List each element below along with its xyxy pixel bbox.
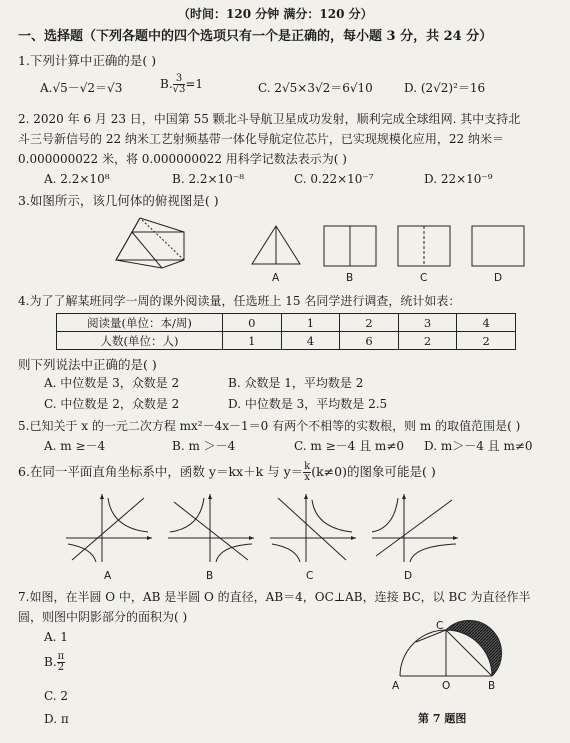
q7-caption: 第 7 题图 xyxy=(418,712,467,725)
q2-option-a: A. 2.2×10⁸ xyxy=(44,172,110,186)
q6-graph-d xyxy=(368,490,462,566)
q6-stem-suffix: (k≠0)的图象可能是( ) xyxy=(311,464,436,479)
q7-point-b: B xyxy=(488,680,496,692)
table-cell: 人数(单位：人) xyxy=(57,332,223,350)
section-title: 一、选择题（下列各题中的四个选项只有一个是正确的，每小题 3 分，共 24 分） xyxy=(18,29,493,44)
q1-b-suffix: =1 xyxy=(185,77,204,91)
q6-label-c: C xyxy=(306,570,314,582)
table-row xyxy=(57,314,516,332)
table-row xyxy=(57,332,516,350)
table-cell: 4 xyxy=(457,314,516,332)
table-cell: 1 xyxy=(223,332,282,350)
q4-stem: 4.为了了解某班同学一周的课外阅读量，任选班上 15 名同学进行调查，统计如表： xyxy=(18,294,461,308)
q7-option-b-label: B. xyxy=(44,655,57,669)
q5-stem: 5.已知关于 x 的一元二次方程 mx²－4x－1＝0 有两个不相等的实数根，则 m 的取值范围是( ) xyxy=(18,419,521,433)
q7-line1: 7.如图，在半圆 O 中，AB 是半圆 O 的直径，AB＝4，OC⊥AB，连接 BC，以 BC 为直径作半 xyxy=(18,590,531,604)
q3-view-d xyxy=(470,224,526,268)
q7-point-a: A xyxy=(392,680,400,692)
table-cell: 2 xyxy=(340,314,399,332)
q2-line1: 2. 2020 年 6 月 23 日，中国第 55 颗北斗导航卫星成功发射，顺利完成全球组网. 其中支持北 xyxy=(18,112,521,126)
q6-label-a: A xyxy=(104,570,112,582)
reading-stats-table xyxy=(56,313,516,350)
table-cell: 6 xyxy=(340,332,399,350)
table-cell: 0 xyxy=(223,314,282,332)
q7-option-b-fraction xyxy=(57,652,66,673)
q5-option-b: B. m ＞－4 xyxy=(172,439,236,453)
table-cell: 4 xyxy=(281,332,340,350)
q4-option-a: A. 中位数是 3，众数是 2 xyxy=(44,376,180,390)
q3-label-c: C xyxy=(420,272,428,284)
q3-label-a: A xyxy=(272,272,280,284)
q1-b-denominator: √3 xyxy=(172,84,186,95)
q2-line2: 斗三号新信号的 22 纳米工艺射频基带一体化导航定位芯片，已实现规模化应用，22 纳米＝ xyxy=(18,132,504,146)
table-cell: 3 xyxy=(398,314,457,332)
q4-option-d: D. 中位数是 3，平均数是 2.5 xyxy=(228,397,388,411)
q3-view-a xyxy=(248,222,304,268)
q7-point-o: O xyxy=(442,680,451,692)
q7-b-numerator: π xyxy=(57,651,65,662)
q3-label-d: D xyxy=(494,272,503,284)
q1-option-d: D. (2√2)²＝16 xyxy=(404,81,486,95)
q7-option-a: A. 1 xyxy=(44,630,68,644)
q6-frac-numerator: k xyxy=(304,461,311,472)
q3-view-b xyxy=(322,224,378,268)
q6-graph-a xyxy=(62,490,156,566)
q3-label-b: B xyxy=(346,272,354,284)
q6-stem-prefix: 6.在同一平面直角坐标系中，函数 y＝kx＋k 与 y＝ xyxy=(18,464,304,479)
q7-option-b xyxy=(44,652,65,673)
q7-option-c: C. 2 xyxy=(44,689,69,703)
q5-option-c: C. m ≥－4 且 m≠0 xyxy=(294,439,404,453)
q4-option-b: B. 众数是 1，平均数是 2 xyxy=(228,376,364,390)
q1-option-b-fraction xyxy=(173,74,186,95)
q4-option-c: C. 中位数是 2，众数是 2 xyxy=(44,397,180,411)
q5-option-d: D. m＞－4 且 m≠0 xyxy=(424,439,533,453)
q7-line2: 圆，则图中阴影部分的面积为( ) xyxy=(18,610,188,624)
q5-option-a: A. m ≥－4 xyxy=(44,439,106,453)
q6-graph-b xyxy=(164,490,258,566)
q1-option-a: A.√5－√2＝√3 xyxy=(40,81,123,95)
q1-option-b-label: B. xyxy=(160,77,173,91)
q1-stem: 1.下列计算中正确的是( ) xyxy=(18,53,157,68)
q6-graph-c xyxy=(266,490,360,566)
q4-question: 则下列说法中正确的是( ) xyxy=(18,357,157,372)
q7-point-c: C xyxy=(436,620,444,632)
q7-b-denominator: 2 xyxy=(57,662,65,673)
q1-option-c: C. 2√5×3√2＝6√10 xyxy=(258,81,373,95)
q3-solid-figure xyxy=(110,212,190,274)
q6-label-b: B xyxy=(206,570,214,582)
q6-label-d: D xyxy=(404,570,413,582)
table-cell: 2 xyxy=(398,332,457,350)
q2-option-b: B. 2.2×10⁻⁸ xyxy=(172,172,244,186)
table-cell: 1 xyxy=(281,314,340,332)
q6-stem xyxy=(18,462,436,483)
q1-option-b xyxy=(160,74,203,95)
q7-option-d: D. π xyxy=(44,712,69,726)
q3-view-c xyxy=(396,224,452,268)
q6-frac-denominator: x xyxy=(304,472,311,483)
q2-option-d: D. 22×10⁻⁹ xyxy=(424,172,493,186)
q2-line3: 0.000000022 米，将 0.000000022 用科学记数法表示为( ) xyxy=(18,152,347,166)
table-cell: 2 xyxy=(457,332,516,350)
q2-option-c: C. 0.22×10⁻⁷ xyxy=(294,172,374,186)
q3-stem: 3.如图所示，该几何体的俯视图是( ) xyxy=(18,193,219,208)
table-cell: 阅读量(单位：本/周) xyxy=(57,314,223,332)
q1-b-numerator: 3 xyxy=(173,74,186,85)
time-info: （时间：120 分钟 满分：120 分） xyxy=(178,7,373,21)
